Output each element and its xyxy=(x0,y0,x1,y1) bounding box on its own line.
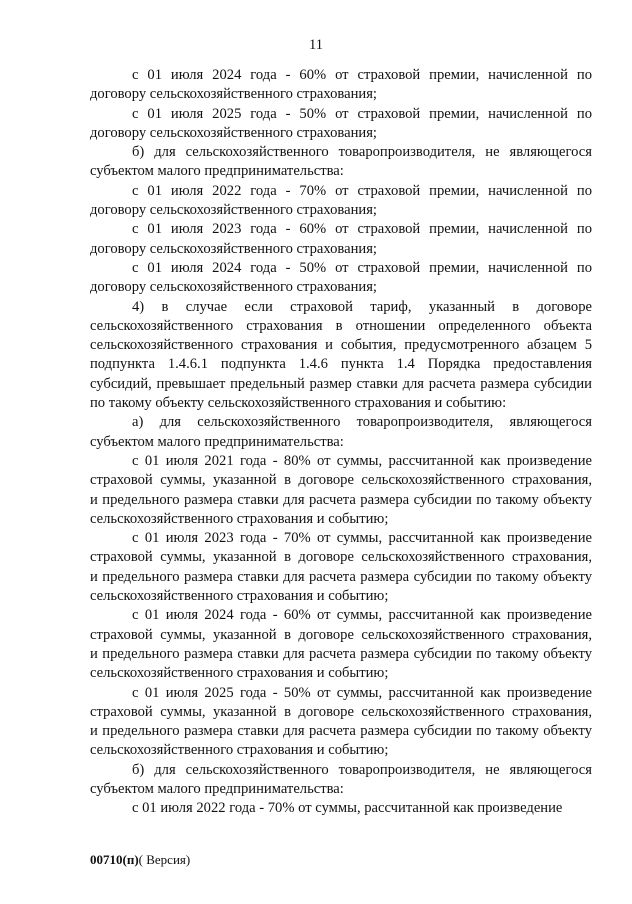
document-code: 00710(п) xyxy=(90,852,139,867)
paragraph xyxy=(90,761,592,800)
text-line: субъектом малого предпринимательства: xyxy=(90,780,344,797)
text-line: страховой суммы, указанной в договоре сельскохозяйственного страхования, xyxy=(90,626,592,643)
text-line: б) для сельскохозяйственного товаропроизводителя, не являющегося xyxy=(132,144,592,161)
document-footer xyxy=(90,852,190,868)
text-line: субъектом малого предпринимательства: xyxy=(90,163,344,180)
text-line: с 01 июля 2024 года - 60% от суммы, рассчитанной как произведение xyxy=(132,607,592,624)
text-line: сельскохозяйственного страхования и событию; xyxy=(90,510,389,527)
text-line: сельскохозяйственного страхования и событию; xyxy=(90,588,389,605)
text-line: с 01 июля 2024 года - 60% от страховой премии, начисленной по xyxy=(132,67,592,83)
paragraph xyxy=(90,143,592,182)
text-line: с 01 июля 2022 года - 70% от суммы, рассчитанной как произведение xyxy=(132,800,563,817)
text-line: сельскохозяйственного страхования и событию; xyxy=(90,665,389,682)
paragraph xyxy=(90,529,592,606)
text-line: с 01 июля 2022 года - 70% от страховой премии, начисленной по xyxy=(132,182,592,199)
paragraph xyxy=(90,413,592,452)
text-line: с 01 июля 2023 года - 60% от страховой премии, начисленной по xyxy=(132,221,592,238)
text-line: страховой суммы, указанной в договоре сельскохозяйственного страхования, xyxy=(90,472,592,489)
text-line: субсидий, превышает предельный размер ставки для расчета размера субсидии xyxy=(90,375,592,392)
paragraph xyxy=(90,105,592,144)
text-line: подпункта 1.4.6.1 подпункта 1.4.6 пункта 1.4 Порядка предоставления xyxy=(90,356,592,373)
text-line: 4) в случае если страховой тариф, указанный в договоре xyxy=(132,298,592,315)
text-line: а) для сельскохозяйственного товаропроизводителя, являющегося xyxy=(132,414,592,431)
text-line: с 01 июля 2021 года - 80% от суммы, рассчитанной как произведение xyxy=(132,452,592,469)
paragraph xyxy=(90,220,592,259)
text-line: с 01 июля 2024 года - 50% от страховой премии, начисленной по xyxy=(132,259,592,276)
paragraph xyxy=(90,259,592,298)
text-line: по такому объекту сельскохозяйственного страхования и событию: xyxy=(90,395,507,412)
text-line: субъектом малого предпринимательства: xyxy=(90,433,344,450)
paragraph xyxy=(90,452,592,529)
text-line: б) для сельскохозяйственного товаропроизводителя, не являющегося xyxy=(132,761,592,778)
text-line: договору сельскохозяйственного страхования; xyxy=(90,240,377,257)
page-number: 11 xyxy=(309,37,323,53)
text-line: с 01 июля 2025 года - 50% от страховой премии, начисленной по xyxy=(132,105,592,122)
paragraph xyxy=(90,606,592,683)
text-line: и предельного размера ставки для расчета размера субсидии по такому объекту xyxy=(90,723,592,740)
paragraph xyxy=(90,799,592,818)
text-line: договору сельскохозяйственного страхования; xyxy=(90,124,377,141)
text-line: с 01 июля 2025 года - 50% от суммы, рассчитанной как произведение xyxy=(132,684,592,701)
text-line: договору сельскохозяйственного страхования; xyxy=(90,86,377,103)
paragraph xyxy=(90,298,592,414)
text-line: сельскохозяйственного страхования в отношении определенного объекта xyxy=(90,317,592,334)
text-line: и предельного размера ставки для расчета размера субсидии по такому объекту xyxy=(90,568,592,585)
text-line: договору сельскохозяйственного страхования; xyxy=(90,279,377,296)
text-line: и предельного размера ставки для расчета размера субсидии по такому объекту xyxy=(90,645,592,662)
text-line: страховой суммы, указанной в договоре сельскохозяйственного страхования, xyxy=(90,703,592,720)
text-line: сельскохозяйственного страхования и событию; xyxy=(90,742,389,759)
paragraph xyxy=(90,182,592,221)
text-line: страховой суммы, указанной в договоре сельскохозяйственного страхования, xyxy=(90,549,592,566)
document-version: ( Версия) xyxy=(138,852,191,867)
paragraph xyxy=(90,66,592,105)
paragraph xyxy=(90,684,592,761)
text-line: с 01 июля 2023 года - 70% от суммы, рассчитанной как произведение xyxy=(132,530,592,547)
document-body xyxy=(90,66,592,819)
text-line: договору сельскохозяйственного страхования; xyxy=(90,202,377,219)
text-line: сельскохозяйственного страхования и события, предусмотренного абзацем 5 xyxy=(90,337,592,354)
text-line: и предельного размера ставки для расчета размера субсидии по такому объекту xyxy=(90,491,592,508)
